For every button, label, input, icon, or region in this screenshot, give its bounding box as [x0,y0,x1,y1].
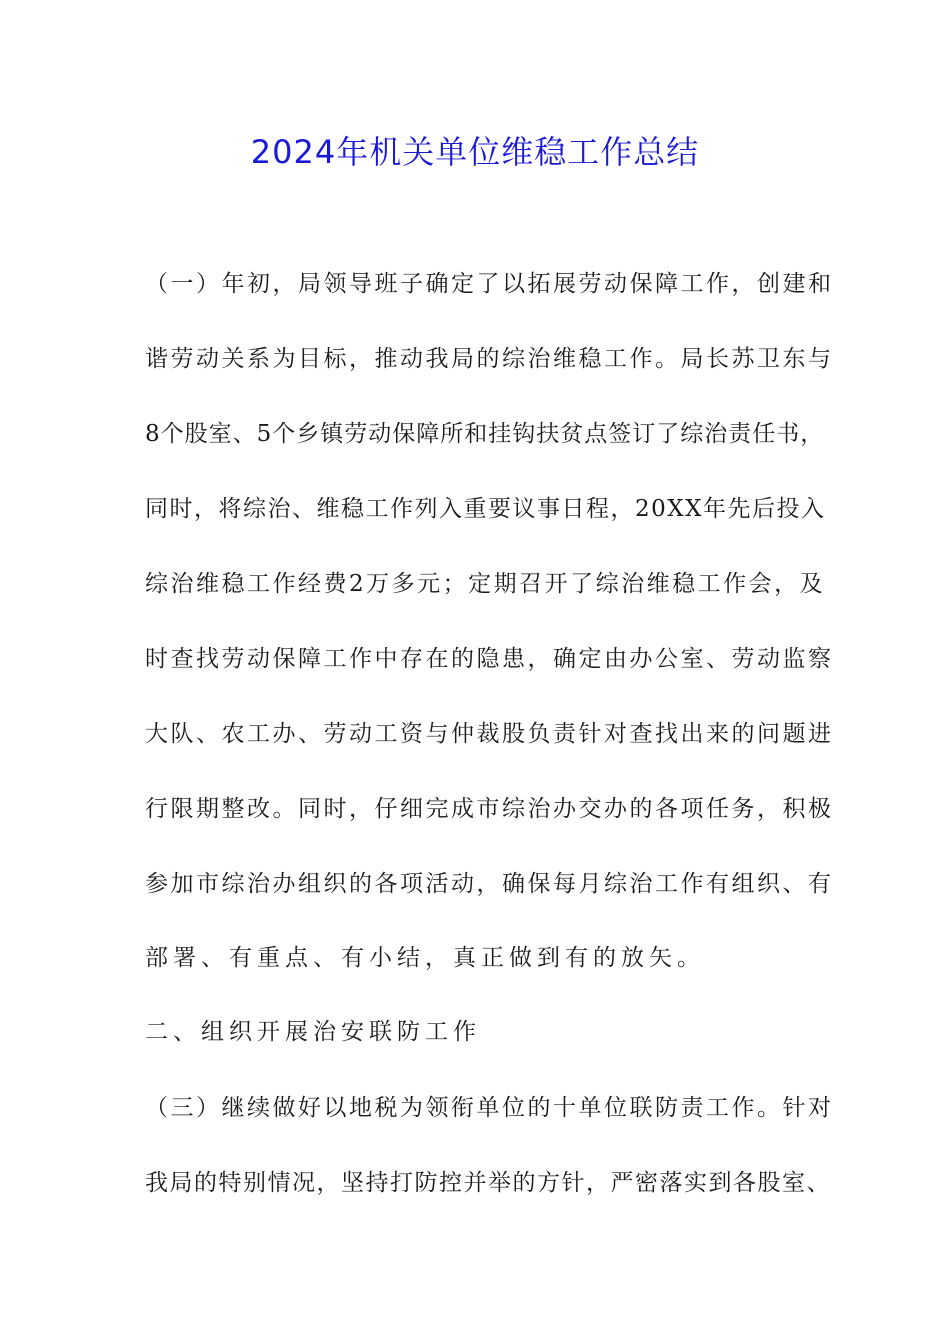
paragraph-line: 综治维稳工作经费2万多元；定期召开了综治维稳工作会，及 [145,571,826,597]
paragraph-line: 8个股室、5个乡镇劳动保障所和挂钩扶贫点签订了综治责任书， [145,421,825,447]
paragraph-line: 我局的特别情况，坚持打防控并举的方针，严密落实到各股室、 [145,1170,831,1196]
paragraph-line: 参加市综治办组织的各项活动，确保每月综治工作有组织、有 [145,871,834,897]
paragraph-line: 行限期整改。同时，仔细完成市综治办交办的各项任务，积极 [145,796,834,822]
document-title: 2024年机关单位维稳工作总结 [250,133,700,171]
section-heading: 二、组织开展治安联防工作 [145,1019,481,1045]
paragraph-line: （三）继续做好以地税为领衔单位的十单位联防责工作。针对 [145,1095,834,1121]
paragraph-line: 大队、农工办、劳动工资与仲裁股负责针对查找出来的问题进 [145,721,834,747]
paragraph-line: 部署、有重点、有小结，真正做到有的放矢。 [145,945,705,971]
paragraph-line: 时查找劳动保障工作中存在的隐患，确定由办公室、劳动监察 [145,646,834,672]
paragraph-line: 谐劳动关系为目标，推动我局的综治维稳工作。局长苏卫东与 [145,346,834,372]
paragraph-line: （一）年初，局领导班子确定了以拓展劳动保障工作，创建和 [145,271,834,297]
paragraph-line: 同时，将综治、维稳工作列入重要议事日程，20XX年先后投入 [145,496,826,522]
